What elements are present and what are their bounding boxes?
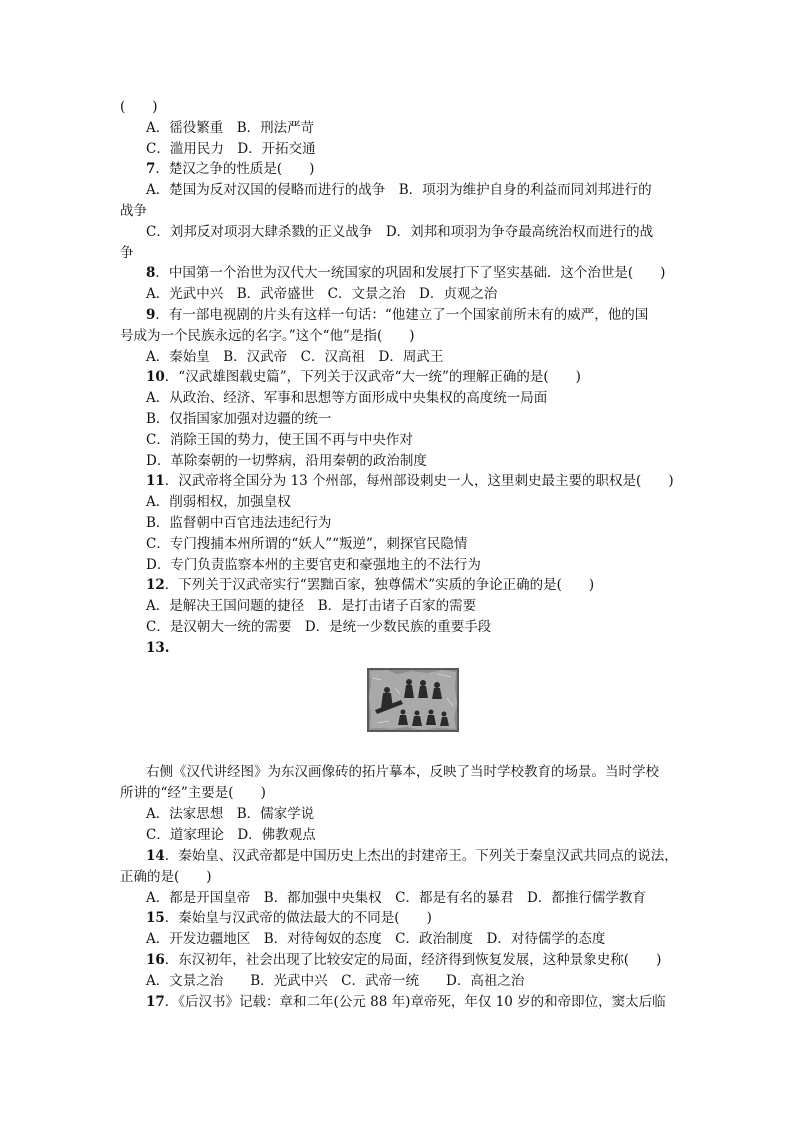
question-8: 8．中国第一个治世为汉代大一统国家的巩固和发展打下了坚实基础．这个治世是( ) xyxy=(146,265,666,281)
answer-bracket-line: ( ) xyxy=(120,99,158,115)
option-line: C．消除王国的势力，使王国不再与中央作对 xyxy=(146,432,413,448)
rubbing-illustration xyxy=(367,668,459,732)
option-line: C．专门搜捕本州所谓的“妖人”“叛逆”，刺探官民隐情 xyxy=(146,536,468,552)
question-9: 9．有一部电视剧的片头有这样一句话：“他建立了一个国家前所未有的威严，他的国 xyxy=(146,307,649,323)
question-12: 12．下列关于汉武帝实行“罢黜百家，独尊儒术”实质的争论正确的是( ) xyxy=(146,577,595,593)
han-lecture-rubbing-image xyxy=(367,668,459,732)
option-line: C．刘邦反对项羽大肆杀戮的正义战争 D．刘邦和项羽为争夺最高统治权而进行的战 xyxy=(146,224,654,240)
question-text: 正确的是( ) xyxy=(120,869,212,885)
question-11: 11．汉武帝将全国分为 13 个州部，每州部设刺史一人，这里刺史最主要的职权是( ) xyxy=(146,473,674,489)
option-line: A．秦始皇 B．汉武帝 C．汉高祖 D．周武王 xyxy=(146,349,444,365)
option-line: A．徭役繁重 B．刑法严苛 xyxy=(146,120,315,136)
question-text: 所讲的“经”主要是( ) xyxy=(120,785,266,801)
option-line: B．监督朝中百官违法违纪行为 xyxy=(146,515,332,531)
question-text: 号成为一个民族永远的名字。”这个“他”是指( ) xyxy=(120,328,415,344)
question-14: 14．秦始皇、汉武帝都是中国历史上杰出的封建帝王。下列关于秦皇汉武共同点的说法， xyxy=(146,848,678,864)
option-line: D．革除秦朝的一切弊病，沿用秦朝的政治制度 xyxy=(146,453,427,469)
question-16: 16．东汉初年，社会出现了比较安定的局面，经济得到恢复发展，这种景象史称( ) xyxy=(146,952,662,968)
option-line: D．专门负责监察本州的主要官吏和豪强地主的不法行为 xyxy=(146,557,481,573)
option-line: A．开发边疆地区 B．对待匈奴的态度 C．政治制度 D．对待儒学的态度 xyxy=(146,931,606,947)
question-10: 10．“汉武雄图载史篇”，下列关于汉武帝“大一统”的理解正确的是( ) xyxy=(146,369,581,385)
question-text: 右侧《汉代讲经图》为东汉画像砖的拓片摹本，反映了当时学校教育的场景。当时学校 xyxy=(146,764,659,780)
option-line: B．仅指国家加强对边疆的统一 xyxy=(146,411,332,427)
question-17: 17．《后汉书》记载：章和二年(公元 88 年)章帝死，年仅 10 岁的和帝即位，窦太后临 xyxy=(146,994,666,1010)
option-line: C．道家理论 D．佛教观点 xyxy=(146,827,316,843)
option-line: 争 xyxy=(120,245,134,261)
option-line: A．是解决王国问题的捷径 B．是打击诸子百家的需要 xyxy=(146,598,477,614)
option-line: A．文景之治 B．光武中兴 C．武帝一统 D．高祖之治 xyxy=(146,973,525,989)
option-line: A．法家思想 B．儒家学说 xyxy=(146,806,315,822)
option-line: 战争 xyxy=(120,203,147,219)
option-line: C．是汉朝大一统的需要 D．是统一少数民族的重要手段 xyxy=(146,619,492,635)
question-13: 13. xyxy=(146,640,170,656)
option-line: A．楚国为反对汉国的侵略而进行的战争 B．项羽为维护自身的利益而同刘邦进行的 xyxy=(146,182,652,198)
option-line: A．光武中兴 B．武帝盛世 C．文景之治 D．贞观之治 xyxy=(146,286,498,302)
question-15: 15．秦始皇与汉武帝的做法最大的不同是( ) xyxy=(146,910,432,926)
question-7: 7．楚汉之争的性质是( ) xyxy=(146,161,315,177)
option-line: A．从政治、经济、军事和思想等方面形成中央集权的高度统一局面 xyxy=(146,390,548,406)
option-line: A．削弱相权，加强皇权 xyxy=(146,494,291,510)
option-line: C．滥用民力 D．开拓交通 xyxy=(146,141,316,157)
option-line: A．都是开国皇帝 B．都加强中央集权 C．都是有名的暴君 D．都推行儒学教育 xyxy=(146,890,646,906)
